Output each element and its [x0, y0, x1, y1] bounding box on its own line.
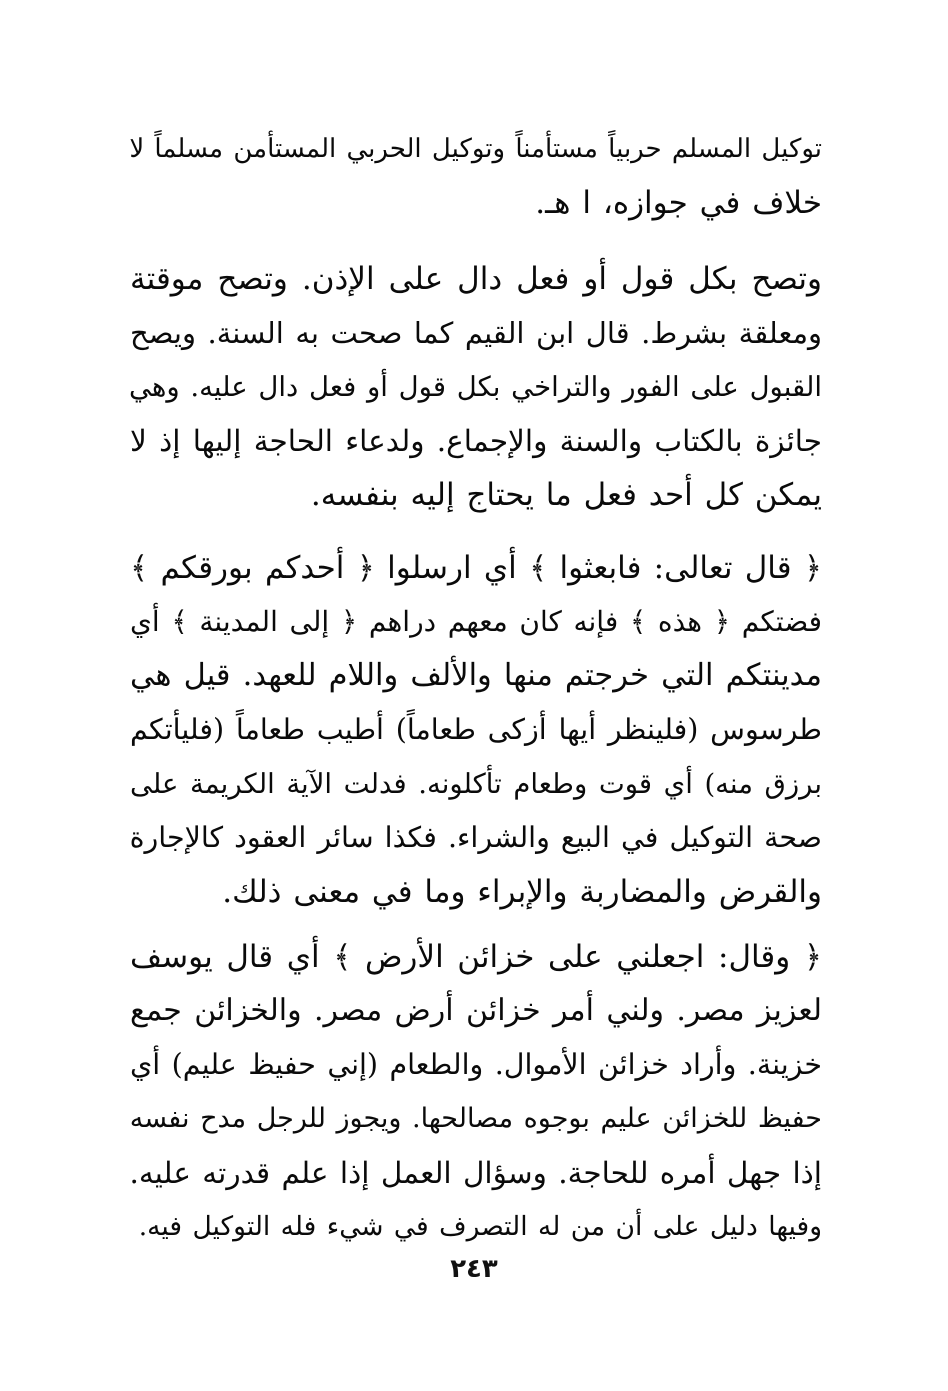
text-line: لعزيز مصر. ولني أمر خزائن أرض مصر. والخزائن جمع: [130, 993, 822, 1028]
text-line: ومعلقة بشرط. قال ابن القيم كما صحت به السنة. ويصح: [130, 316, 822, 350]
paragraph-3: [130, 541, 822, 919]
page-number: ٢٤٣: [450, 1254, 498, 1284]
paragraph-2: [130, 252, 822, 522]
text-line: ﴿ وقال: اجعلني على خزائن الأرض ﴾ أي قال يوسف: [130, 939, 822, 975]
text-line: فضتكم ﴿ هذه ﴾ فإنه كان معهم دراهم ﴿ إلى المدينة ﴾ أي: [130, 605, 822, 638]
text-line: خلاف في جوازه، ا هـ.: [535, 185, 822, 221]
text-line: القبول على الفور والتراخي بكل قول أو فعل دال عليه. وهي: [128, 371, 822, 403]
text-line: طرسوس (فلينظر أيها أزكى طعاماً) أطيب طعاماً (فليأتكم: [130, 713, 822, 746]
text-line: ﴿ قال تعالى: فابعثوا ﴾ أي ارسلوا ﴿ أحدكم بورقكم ﴾: [130, 550, 822, 586]
paragraph-4: [130, 930, 822, 1254]
text-line: يمكن كل أحد فعل ما يحتاج إليه بنفسه.: [310, 477, 822, 513]
text-line: وفيها دليل على أن من له التصرف في شيء فله التوكيل فيه.: [138, 1211, 822, 1242]
paragraph-1: [130, 122, 822, 230]
text-line: صحة التوكيل في البيع والشراء. فكذا سائر العقود كالإجارة: [129, 821, 822, 854]
text-line: مدينتكم التي خرجتم منها والألف واللام للعهد. قيل هي: [130, 658, 822, 693]
text-line: وتصح بكل قول أو فعل دال على الإذن. وتصح موقتة: [130, 261, 822, 297]
text-line: والقرض والمضاربة والإبراء وما في معنى ذلك.: [222, 874, 822, 910]
text-line: توكيل المسلم حربياً مستأمناً وتوكيل الحربي المستأمن مسلماً لا: [129, 134, 822, 164]
text-line: حفيظ للخزائن عليم بوجوه مصالحها. ويجوز للرجل مدح نفسه: [129, 1103, 822, 1134]
text-line: إذا جهل أمره للحاجة. وسؤال العمل إذا علم قدرته عليه.: [129, 1156, 822, 1190]
text-line: خزينة. وأراد خزائن الأموال. والطعام (إني حفيظ عليم) أي: [130, 1048, 822, 1081]
text-line: برزق منه) أي قوت وطعام تأكلونه. فدلت الآية الكريمة على: [130, 768, 822, 800]
text-line: جائزة بالكتاب والسنة والإجماع. ولدعاء الحاجة إليها إذ لا: [130, 424, 822, 458]
